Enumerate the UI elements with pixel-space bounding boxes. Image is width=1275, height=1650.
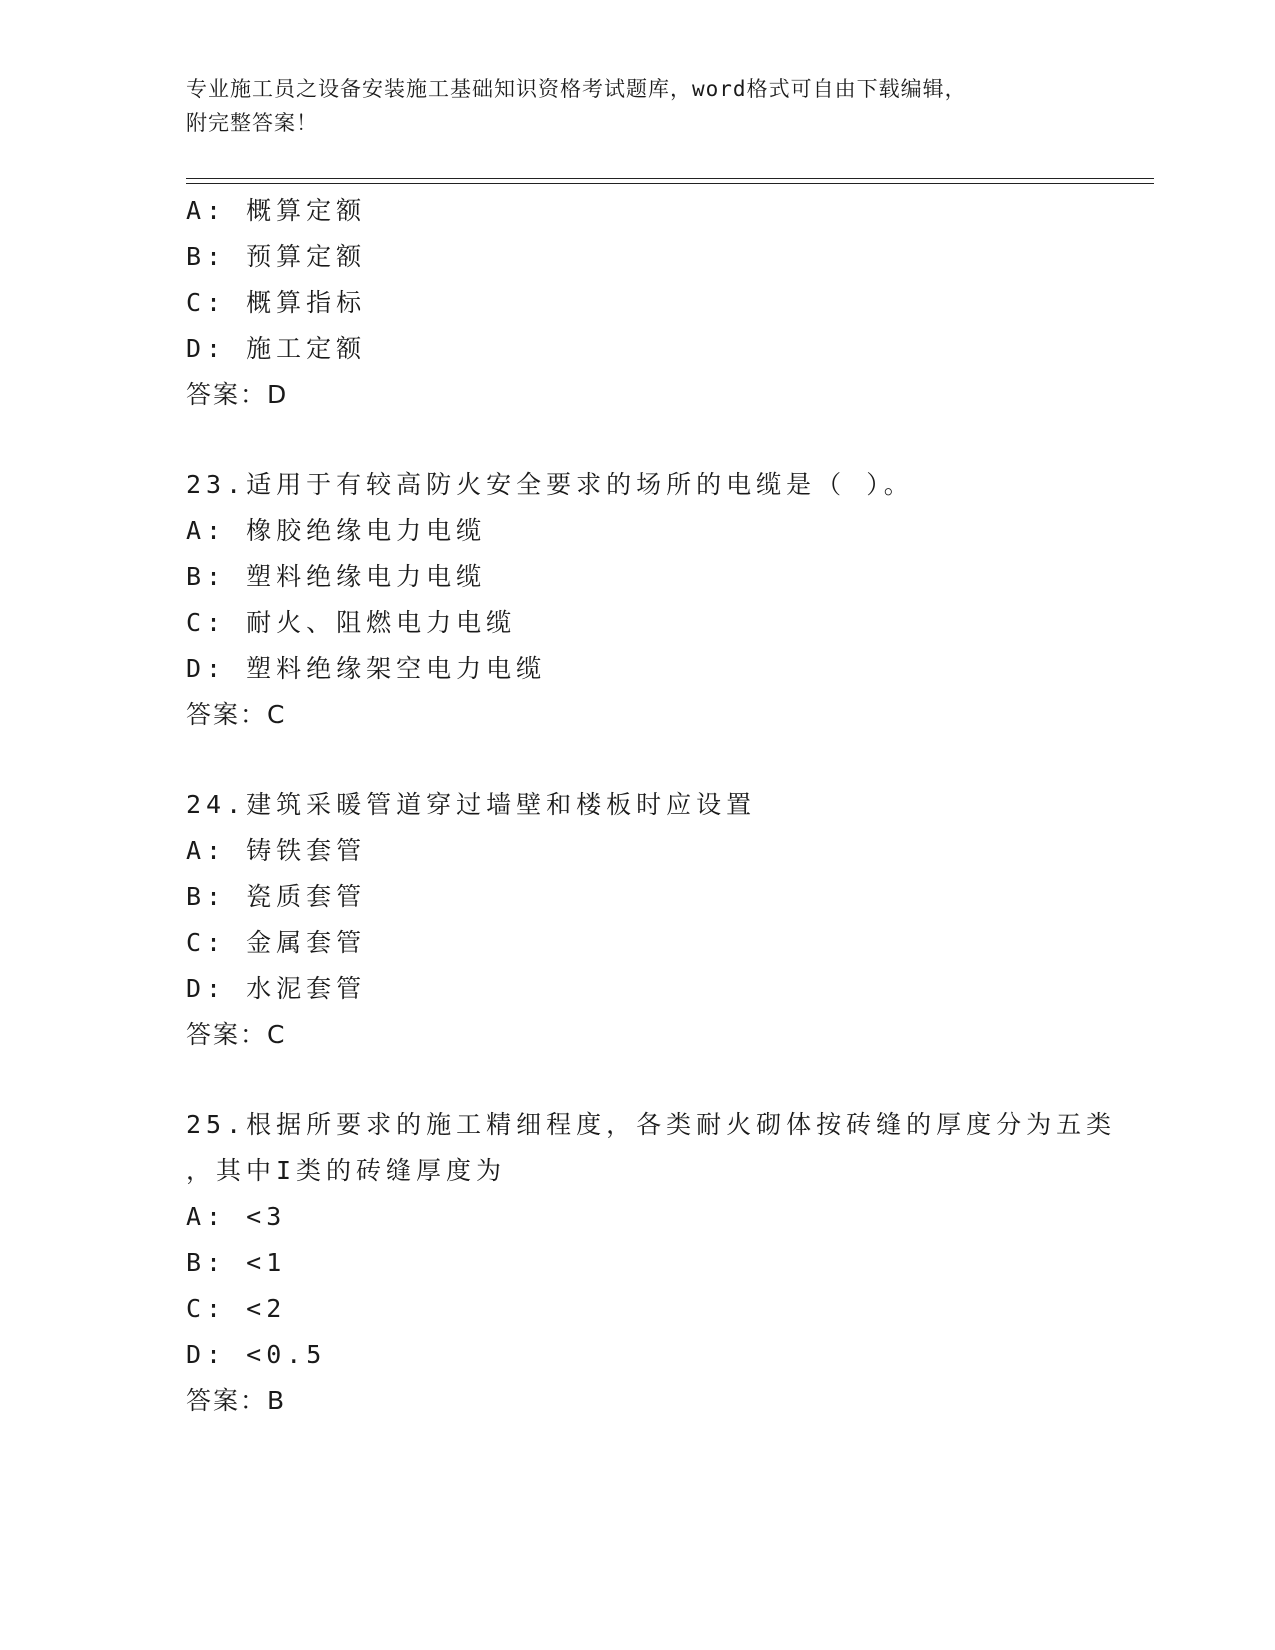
option-a: A: 橡胶绝缘电力电缆 — [186, 516, 487, 545]
question-22-block — [186, 188, 1154, 418]
question-list — [186, 188, 1154, 1424]
option-b: B: <1 — [186, 1248, 287, 1277]
option-c: C: 耐火、阻燃电力电缆 — [186, 608, 517, 637]
option-b: B: 塑料绝缘电力电缆 — [186, 562, 487, 591]
answer-line: 答案：B — [186, 1386, 287, 1415]
answer-line: 答案：C — [186, 700, 287, 729]
spacer — [186, 1058, 1154, 1102]
question-text: 23.适用于有较高防火安全要求的场所的电缆是（ ）。 — [186, 470, 914, 499]
document-header — [186, 72, 1066, 140]
spacer — [186, 738, 1154, 782]
question-text-line-1: 25.根据所要求的施工精细程度，各类耐火砌体按砖缝的厚度分为五类 — [186, 1110, 1117, 1139]
header-divider-bottom — [186, 183, 1154, 184]
option-c: C: <2 — [186, 1294, 287, 1323]
header-line-1: 专业施工员之设备安装施工基础知识资格考试题库，word格式可自由下载编辑， — [186, 77, 967, 101]
option-a: A: 铸铁套管 — [186, 836, 367, 865]
header-divider-top — [186, 178, 1154, 179]
question-24-block — [186, 782, 1154, 1058]
option-d: D: 塑料绝缘架空电力电缆 — [186, 654, 547, 683]
option-a: A: <3 — [186, 1202, 287, 1231]
option-c: C: 金属套管 — [186, 928, 367, 957]
answer-line: 答案：D — [186, 380, 289, 409]
option-d: D: 施工定额 — [186, 334, 367, 363]
question-23-block — [186, 462, 1154, 738]
question-text-line-2: ，其中I类的砖缝厚度为 — [186, 1156, 507, 1185]
option-c: C: 概算指标 — [186, 288, 367, 317]
answer-line: 答案：C — [186, 1020, 287, 1049]
question-text: 24.建筑采暖管道穿过墙壁和楼板时应设置 — [186, 790, 757, 819]
option-a: A: 概算定额 — [186, 196, 367, 225]
option-b: B: 瓷质套管 — [186, 882, 367, 911]
option-b: B: 预算定额 — [186, 242, 367, 271]
option-d: D: <0.5 — [186, 1340, 327, 1369]
spacer — [186, 418, 1154, 462]
header-line-2: 附完整答案！ — [186, 111, 318, 135]
question-25-block — [186, 1102, 1154, 1424]
option-d: D: 水泥套管 — [186, 974, 367, 1003]
